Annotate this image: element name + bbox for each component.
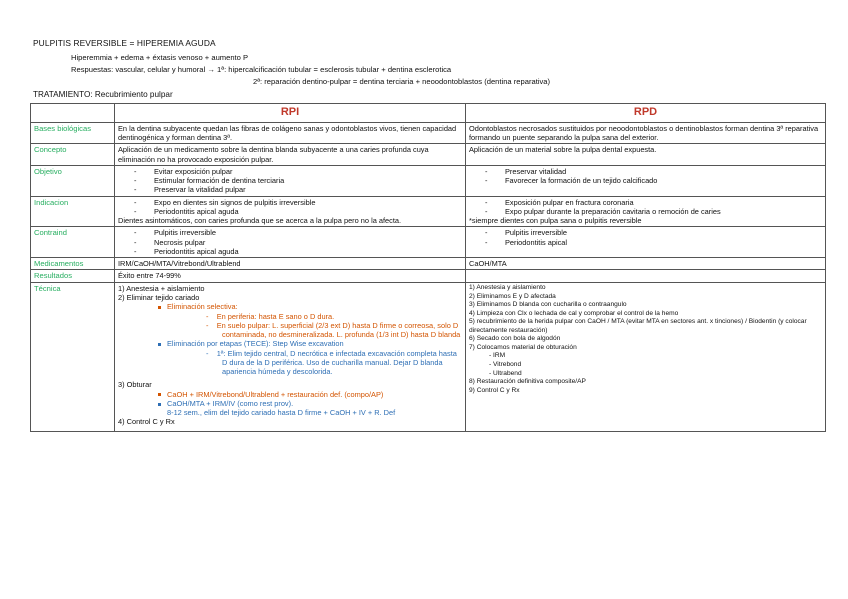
eliminacion-etapas-label: Eliminación por etapas (TECE): Step Wise excavation [167, 339, 344, 349]
tecnica-step: 1) Anestesia + aislamiento [118, 283, 205, 293]
seleccion-periferia-text: En periferia: hasta E sano o D dura. [216, 311, 335, 321]
indicacion-rpd-note: *siempre dientes con pulpa sana o pulpitis reversible [469, 216, 642, 225]
material-item: - Vitrebond [489, 361, 522, 369]
etapa-primera-text: 1ª: Elim tejido central, D necrótica e infectada excavación completa hasta D dura de la D periférica. Uso de cucharilla manual. Dejar D blanda apariencia húmeda y descolorida. [216, 348, 457, 377]
row-label-indicacion: Indicacion [31, 196, 115, 227]
list-item: - Preservar la vitalidad pulpar [134, 185, 462, 194]
tecnica-rpd [466, 282, 826, 431]
list-item: - Estimular formación de dentina terciaria [134, 176, 462, 185]
header-line-2: Respuestas: vascular, celular y humoral → 1ª: hipercalcificación tubular = esclerosis tubular + dentina esclerotica [71, 64, 452, 74]
objetivo-rpd [466, 165, 826, 196]
indicacion-rpi [115, 196, 466, 227]
medicamentos-rpd: CaOH/MTA [466, 258, 826, 270]
table-row [31, 122, 826, 144]
etapa-primera: - 1ª: Elim tejido central, D necrótica e infectada excavación completa hasta D dura de la D periférica. Uso de cucharilla manual. Dejar D blanda apariencia húmeda y descolorida. [206, 348, 457, 377]
list-item: - Necrosis pulpar [134, 238, 462, 247]
eliminacion-etapas-title [158, 339, 462, 348]
objetivo-rpi [115, 165, 466, 196]
list-item: - Pulpitis irreversible [134, 228, 462, 237]
header-line-3: 2ª: reparación dentino-pulpar = dentina terciaria + neoodontoblastos (dentina reparativa) [253, 77, 551, 87]
document-header [33, 38, 823, 100]
resultados-rpd [466, 270, 826, 282]
table-row [31, 270, 826, 282]
obturar-option-b [158, 399, 462, 408]
seleccion-periferia: - En periferia: hasta E sano o D dura. [206, 311, 335, 321]
concepto-rpi: Aplicación de un medicamento sobre la dentina blanda subyacente a una caries profunda cuya eliminación no ha provocado exposición pulpar. [115, 144, 466, 166]
tecnica-rpi [115, 282, 466, 431]
tecnica-step: 3) Eliminamos D blanda con cucharilla o contraangulo [469, 301, 627, 309]
obturar-option-a [158, 390, 462, 399]
list-item: - Pulpitis irreversible [485, 228, 822, 237]
list-item: - Expo pulpar durante la preparación cavitaria o remoción de caries [485, 207, 822, 216]
list-item: - Expo en dientes sin signos de pulpitis irreversible [134, 198, 462, 207]
tecnica-step: 1) Anestesia y aislamiento [469, 283, 546, 291]
tecnica-step: 6) Secado con bola de algodón [469, 335, 561, 343]
row-label-concepto: Concepto [31, 144, 115, 166]
table-row [31, 144, 826, 166]
table-header-row [31, 104, 826, 123]
tecnica-step: 4) Limpieza con Clx o lechada de cal y comprobar el control de la hemo [469, 309, 679, 317]
bases-rpi: En la dentina subyacente quedan las fibras de colágeno sanas y odontoblastos vivos, tienen capacidad dentinogénica y forman dentina 3ª. [115, 122, 466, 144]
tecnica-step: 9) Control C y Rx [469, 386, 520, 394]
table-row [31, 282, 826, 431]
indicacion-rpd [466, 196, 826, 227]
indicacion-rpi-note: Dientes asintomáticos, con caries profunda que se acerca a la pulpa pero no la afecta. [118, 216, 402, 225]
bullet-square-icon [158, 403, 161, 406]
concepto-rpd: Aplicación de un material sobre la pulpa dental expuesta. [466, 144, 826, 166]
list-item: - Periodontitis apical aguda [134, 247, 462, 256]
tratamiento-heading: TRATAMIENTO: Recubrimiento pulpar [33, 89, 173, 99]
obturar-option-c: 8-12 sem., elim del tejido cariado hasta D firme + CaOH + IV + R. Def [167, 408, 396, 418]
tecnica-step: 5) recubrimiento de la herida pulpar con CaOH / MTA (evitar MTA en sectores ant. x tinciones) / Biodentin (y colocar directamente restauración) [469, 318, 807, 334]
obturar-option-b-text: CaOH/MTA + IRM/IV (como rest prov). [167, 398, 294, 408]
rpi-column-header: RPI [115, 104, 466, 123]
tecnica-step: 4) Control C y Rx [118, 417, 175, 427]
contraind-rpd [466, 227, 826, 258]
rpd-column-header: RPD [466, 104, 826, 123]
row-label-tecnica: Técnica [31, 282, 115, 431]
table-row [31, 196, 826, 227]
treatment-table [30, 103, 826, 432]
table-row [31, 165, 826, 196]
header-line-1: Hiperemmia + edema + éxtasis venoso + aumento P [71, 52, 249, 62]
row-label-bases: Bases biológicas [31, 122, 115, 144]
bases-rpd: Odontoblastos necrosados sustituidos por neoodontoblastos o dentinoblastos forman dentina 3ª reparativa formando un puente separando la pulpa sana del exterior. [466, 122, 826, 144]
list-item: - Favorecer la formación de un tejido calcificado [485, 176, 822, 185]
contraind-rpi [115, 227, 466, 258]
seleccion-suelo: - En suelo pulpar: L. superficial (2/3 ext D) hasta D firme o correosa, solo D contaminada, no desmineralizada. L. profunda (1/3 int D) hasta D blanda [206, 320, 461, 340]
material-item: - IRM [489, 352, 506, 360]
row-label-contraind: Contraind [31, 227, 115, 258]
seleccion-suelo-text: En suelo pulpar: L. superficial (2/3 ext D) hasta D firme o correosa, solo D contaminada, no desmineralizada. L. profunda (1/3 int D) hasta D blanda [216, 320, 461, 340]
obturar-option-a-text: CaOH + IRM/Vitrebond/Ultrablend + restauración def. (compo/AP) [167, 389, 384, 399]
list-item: - Exposición pulpar en fractura coronaria [485, 198, 822, 207]
bullet-square-icon [158, 343, 161, 346]
row-label-resultados: Resultados [31, 270, 115, 282]
list-item: - Preservar vitalidad [485, 167, 822, 176]
tecnica-step: 7) Colocamos material de obturación [469, 343, 577, 351]
eliminacion-selectiva-title [158, 302, 462, 311]
bullet-square-icon [158, 393, 161, 396]
medicamentos-rpi: IRM/CaOH/MTA/Vitrebond/Ultrablend [115, 258, 466, 270]
page-title: PULPITIS REVERSIBLE = HIPEREMIA AGUDA [33, 38, 216, 48]
eliminacion-selectiva-label: Eliminación selectiva: [167, 302, 238, 312]
bullet-square-icon [158, 306, 161, 309]
table-row [31, 227, 826, 258]
tecnica-step: 2) Eliminar tejido cariado [118, 293, 200, 303]
resultados-rpi: Éxito entre 74-99% [115, 270, 466, 282]
list-item: - Periodontitis apical aguda [134, 207, 462, 216]
tecnica-step: 2) Eliminamos E y D afectada [469, 292, 556, 300]
tecnica-step: 8) Restauración definitiva composite/AP [469, 378, 586, 386]
row-label-objetivo: Objetivo [31, 165, 115, 196]
list-item: - Periodontitis apical [485, 238, 822, 247]
table-row [31, 258, 826, 270]
tecnica-step: 3) Obturar [118, 380, 152, 390]
list-item: - Evitar exposición pulpar [134, 167, 462, 176]
corner-cell [31, 104, 115, 123]
row-label-medicamentos: Medicamentos [31, 258, 115, 270]
material-item: - Ultrabend [489, 369, 522, 377]
